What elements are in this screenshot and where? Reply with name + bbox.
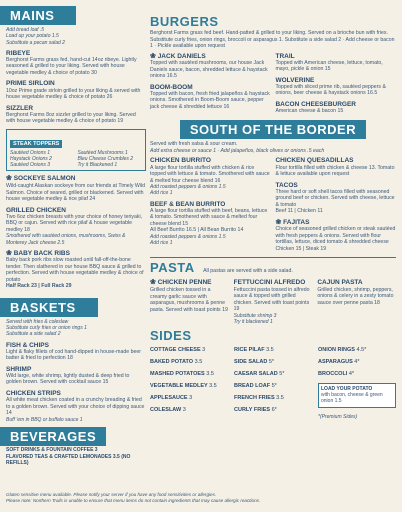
menu-item-tacos (275, 182, 396, 215)
item-name: BEEF & BEAN BURRITO (150, 200, 226, 208)
menu-item-baby-back-ribs (6, 250, 146, 290)
side-name: CURLY FRIES (234, 407, 271, 414)
beverages-title: BEVERAGES (0, 427, 106, 446)
right-column (150, 6, 396, 420)
item-desc: American cheese & bacon 15 (275, 107, 344, 114)
side-item (234, 395, 312, 401)
item-desc: Two 6oz chicken breasts with your choice of honey teriyaki, BBQ or cajun. Served with rice pilaf & house vegetable medley 18 (6, 213, 143, 233)
side-name: VEGETABLE MEDLEY (150, 383, 208, 390)
item-name-row (150, 53, 271, 61)
item-desc: Berghorst Farms grass fed, hand-cut 14oz ribeye. Lightly seasoned & grilled to your liking. Served with house vegetable medley & choice of potato 30 (6, 56, 137, 76)
side-name: CAESAR SALAD (234, 371, 278, 378)
menu-item-fajitas (275, 219, 396, 253)
side-name: MASHED POTATOES (150, 371, 205, 378)
menu-item-prime-sirloin (6, 80, 146, 100)
steak-toppers-title: STEAK TOPPERS (10, 140, 62, 148)
side-price: 3 (202, 347, 206, 354)
side-price: 3 (189, 395, 193, 402)
menu-item-chicken-strips (6, 390, 146, 423)
side-name: BAKED POTATO (150, 359, 194, 366)
pasta-header (150, 259, 396, 277)
side-price: 5* (268, 359, 275, 366)
menu-item-boom-boom (150, 84, 271, 111)
mains-addons (6, 27, 146, 46)
menu-item-grilled-chicken (6, 207, 146, 246)
mains-addon: Load up your potato 1.5 (6, 33, 59, 40)
menu-item-sockeye-salmon (6, 175, 146, 202)
item-name: SIZZLER (6, 104, 34, 112)
left-column (6, 6, 146, 466)
item-price: Chicken 15 | Steak 19 (275, 245, 327, 252)
menu-item-fish-chips (6, 342, 146, 362)
side-item (150, 383, 228, 389)
topper-item: Haystack Onions 2 (10, 155, 52, 162)
topper-item: Sautéed Onions 3 (10, 162, 51, 169)
item-name: BABY BACK RIBS (13, 249, 70, 257)
side-price: 3.5 (194, 359, 203, 366)
topper-item: Sautéed Onions 1 (10, 149, 51, 156)
beverages-list (6, 448, 146, 467)
side-name: FRENCH FRIES (234, 395, 275, 402)
side-price: 4.5* (356, 347, 367, 354)
item-name: CHICKEN PENNE (157, 279, 212, 287)
side-price: 5* (271, 383, 277, 390)
side-price: 3.5 (206, 371, 214, 378)
side-price: 3.5 (266, 347, 274, 354)
side-price: 3.5 (276, 395, 284, 402)
side-name: SIDE SALAD (234, 359, 268, 366)
beverages-section (6, 427, 146, 467)
menu-item-fettuccini-alfredo (234, 279, 313, 325)
item-desc: Choice of seasoned grilled chicken or steak sautéed with fresh peppers & onions. Served with flour tortillas, lettuce, diced tomato & shredded cheese (275, 226, 396, 246)
item-desc: Topped with sautéed mushrooms, our house Jack Daniels sauce, bacon, shredded lettuce & haystack onions 16.5 (150, 60, 268, 80)
menu-item-cajun-pasta (317, 279, 396, 325)
item-name-row (275, 219, 396, 227)
item-name: FISH & CHIPS (6, 341, 49, 349)
item-name: SOCKEYE SALMON (13, 175, 76, 183)
menu-item-bacon-cheeseburger (275, 101, 396, 115)
border-grid (150, 157, 396, 256)
item-note: Add roasted peppers & onions 1.5 (150, 184, 226, 191)
menu-item-wolverine (275, 77, 396, 97)
side-item (234, 371, 312, 377)
topper-item: Try it Blackened 1 (77, 162, 118, 169)
item-desc: Three hard or soft shell tacos filled with seasoned ground beef or chicken. Served with cheese, lettuce & tomato (275, 188, 395, 208)
side-price: 5* (279, 371, 285, 378)
item-name-row (6, 250, 146, 258)
item-name: CHICKEN QUESADILLAS (275, 157, 354, 165)
side-price: 6* (271, 407, 277, 414)
item-name: BACON CHEESEBURGER (275, 100, 357, 108)
item-desc: Light & flaky fillets of cod hand-dipped in house-made beer batter & fried to perfection 18 (6, 348, 141, 362)
load-potato-desc: with bacon, cheese & green onion 1.5 (321, 392, 383, 405)
footer (6, 492, 396, 504)
item-name: SHRIMP (6, 365, 32, 373)
side-item (150, 395, 228, 401)
side-price: 3 (182, 407, 186, 414)
burgers-intro: Berghorst Farms grass fed beef. Hand-patted & grilled to your liking. Served on a brioche bun with fries. Substitute curly fries, onion rings, broccoli or asparagus 1. Substitute a side salad 2 · Add cheese or bacon 1 · Pickle available upon request (150, 30, 395, 49)
jack-daniels-icon: ❀ (150, 52, 156, 60)
item-name: FAJITAS (283, 218, 310, 226)
border-col-left (150, 157, 271, 256)
item-desc: Flour tortilla filled with chicken & cheese 13. Tomato & lettuce available upon request (275, 164, 395, 178)
ribs-icon: ❀ (6, 249, 12, 257)
pasta-icon: ❀ (150, 279, 156, 287)
item-name: WOLVERINE (275, 76, 315, 84)
item-note: Substitute shrimp 3 (233, 312, 277, 319)
item-name: CAJUN PASTA (317, 279, 363, 287)
menu-item-ribeye (6, 50, 146, 77)
border-intro (150, 141, 396, 154)
item-desc: Fettuccini pasta tossed in alfredo sauce & topped with grilled chicken. Served with toast points 19 (233, 286, 310, 313)
side-item (234, 359, 312, 365)
border-col-right (275, 157, 396, 256)
menu-item-chicken-penne (150, 279, 229, 325)
footer-line: Gluten sensitive menu available. Please notify your server if you have any food sensitivities or allergies. (6, 492, 217, 497)
item-name: RIBEYE (6, 49, 31, 57)
side-item (318, 347, 396, 353)
footer-line: Please note: Northern Trails is unable to ensure that menu items do not contain ingredients that may cause allergic reactions. (6, 497, 261, 503)
beverage-item: SOFT DRINKS & FOUNTAIN COFFEE 3 (6, 446, 98, 453)
item-name: FETTUCCINI ALFREDO (233, 279, 306, 287)
item-price: Half Rack 23 | Full Rack 29 (6, 283, 72, 290)
side-item (234, 383, 312, 389)
item-name: JACK DANIELS (157, 52, 206, 60)
item-name-row (6, 175, 146, 183)
baskets-title: BASKETS (0, 298, 98, 317)
sides-section (150, 328, 396, 420)
sides-col-1 (150, 347, 228, 420)
item-desc: Grilled chicken, shrimp, peppers, onions & celery in a zesty tomato sauce over penne pasta 18 (317, 286, 394, 306)
pasta-intro: All pastas are served with a side salad. (203, 268, 293, 275)
load-potato-title: LOAD YOUR POTATO (321, 386, 373, 393)
pasta-title: PASTA (150, 260, 195, 276)
item-note: Smothered with sautéed onions, mushrooms, Swiss & Monterey Jack cheese 2.5 (6, 233, 126, 246)
item-desc: Baby back pork ribs slow roasted until fall-off-the-bone tender. Then slathered in our house BBQ sauce & grilled to perfection. Served with house vegetable medley & choice of potato (6, 257, 144, 283)
side-item (150, 407, 228, 413)
side-name: BREAD LOAF (234, 383, 271, 390)
topper-item: Bleu Cheese Crumbles 2 (77, 155, 134, 162)
sides-col-2 (234, 347, 312, 420)
menu-item-shrimp (6, 366, 146, 386)
item-desc: Topped with American cheese, lettuce, tomato, mayo, pickle & onion 15 (275, 59, 383, 73)
mains-addon: Add bread loaf .5 (6, 27, 45, 33)
menu-item-sizzler (6, 105, 146, 125)
pasta-section (150, 257, 396, 325)
burgers-section (150, 14, 396, 118)
sides-grid (150, 347, 396, 420)
menu-item-chicken-quesadillas (275, 157, 396, 177)
side-name: COTTAGE CHEESE (150, 347, 201, 354)
item-name: CHICKEN BURRITO (150, 157, 211, 165)
side-item (234, 347, 312, 353)
item-desc: All white meat chicken coated in a crunchy breading & fried to a golden brown. Served with your choice of dipping sauce 14 (6, 397, 145, 417)
side-name: APPLESAUCE (150, 395, 188, 402)
fish-icon: ❀ (6, 175, 12, 183)
beverage-item: FLAVORED TEAS & CRAFTED LEMONADES 3.5 (NO REFILLS) (6, 454, 131, 466)
side-item (150, 359, 228, 365)
side-name: ASPARAGUS (318, 359, 353, 366)
burgers-title: BURGERS (150, 14, 219, 29)
item-desc: A large flour tortilla stuffed with beef, beans, lettuce & tomato. Smothered with sauce & melted four cheese blend 15 (150, 207, 268, 227)
baskets-intro-line: Substitute a side salad 2 (6, 331, 61, 338)
menu-item-beef-bean-burrito (150, 201, 271, 247)
item-desc: A large flour tortilla stuffed with chicken & rice topped with lettuce & tomato. Smothered with sauce & melted four cheese blend 16 (150, 164, 270, 184)
side-name: BROCCOLI (318, 371, 348, 378)
steak-toppers-list (10, 150, 142, 169)
item-desc: Topped with sliced prime rib, sautéed peppers & onions, beer cheese & haystack onions 16.5 (275, 83, 386, 97)
side-price: 3.5 (209, 383, 217, 390)
sides-title: SIDES (150, 328, 192, 344)
topper-item: Sautéed Mushrooms 1 (77, 149, 128, 156)
item-desc: Topped with bacon, fresh fried jalapeños & haystack onions. Smothered in Boom-Boom sauce, pepper jack cheese & shredded lettuce 16 (150, 90, 270, 110)
fajitas-icon: ❀ (275, 218, 282, 226)
pasta-grid (150, 279, 396, 325)
item-name: TRAIL (275, 52, 295, 60)
menu-item-chicken-burrito (150, 157, 271, 196)
menu-item-jack-daniels (150, 53, 271, 80)
side-price: 4* (354, 359, 360, 366)
side-name: ONION RINGS (318, 347, 355, 354)
border-title: SOUTH OF THE BORDER (180, 120, 366, 139)
item-name: CHICKEN STRIPS (6, 389, 61, 397)
item-desc: Wild-caught Alaskan sockeye from our friends at Timely Wild Salmon. Choice of seared, grilled or blackened. Served with house vegetable medley & rice pilaf 24 (6, 183, 145, 203)
burgers-col-right (275, 53, 396, 119)
item-price: All Beef Burrito 16.5 | All Bean Burrito 14 (150, 227, 244, 234)
item-name: GRILLED CHICKEN (6, 206, 66, 214)
mains-title: MAINS (0, 6, 76, 25)
side-item (234, 407, 312, 413)
baskets-intro-line: Substitute curly fries or onion rings 1 (6, 325, 87, 332)
item-desc: 10oz Prime grade sirloin grilled to your liking & served with house vegetable medley & choice of potato 26 (6, 87, 141, 101)
side-item (318, 359, 396, 365)
border-section (150, 120, 396, 256)
item-desc: Berghorst Farms 8oz sizzler grilled to your liking. Served with house vegetable medley & choice of potato 19 (6, 111, 136, 125)
premium-sides-note: *(Premium Sides) (318, 413, 358, 420)
side-item (150, 347, 228, 353)
item-note: Add rice 1 (150, 190, 173, 197)
item-note: Add roasted peppers & onions 1.5 (150, 233, 226, 240)
mains-section (6, 6, 146, 290)
border-intro-line: Add extra cheese or sauce 1 · Add jalapeños, black olives or onions .5 each (150, 147, 325, 154)
item-desc: Grilled chicken tossed in a creamy garlic sauce with asparagus, mushrooms & penne pasta. Served with toast points 19 (150, 287, 228, 313)
side-name: RICE PILAF (234, 347, 265, 354)
side-name: COLESLAW (150, 407, 182, 414)
item-desc: Wild large, white shrimp, lightly dusted & deep fried to golden brown. Served with cocktail sauce 15 (6, 372, 130, 386)
item-note: Buff 'em in BBQ or buffalo sauce 1 (6, 416, 83, 423)
border-intro-line: Served with fresh salsa & sour cream. (150, 141, 238, 148)
burgers-col-left (150, 53, 271, 119)
item-name: BOOM-BOOM (150, 83, 193, 91)
side-price: 4* (348, 371, 355, 378)
steak-toppers-box (6, 129, 146, 172)
side-item (150, 371, 228, 377)
baskets-intro-line: Served with fries & coleslaw (6, 318, 69, 325)
item-name: PRIME SIRLOIN (6, 80, 55, 88)
burgers-grid (150, 53, 396, 119)
baskets-intro (6, 319, 146, 338)
load-your-potato-box (318, 383, 396, 408)
item-name: TACOS (275, 181, 298, 189)
mains-addon: Substitute a pecan salad 2 (6, 39, 65, 46)
sides-col-3 (318, 347, 396, 420)
item-price: Beef 11 | Chicken 11 (275, 208, 323, 215)
side-item (318, 371, 396, 377)
item-note: Try it blackened 1 (233, 318, 273, 325)
baskets-section (6, 298, 146, 423)
item-name-row (150, 279, 229, 287)
item-note: Add rice 1 (150, 239, 173, 246)
menu-item-trail (275, 53, 396, 73)
